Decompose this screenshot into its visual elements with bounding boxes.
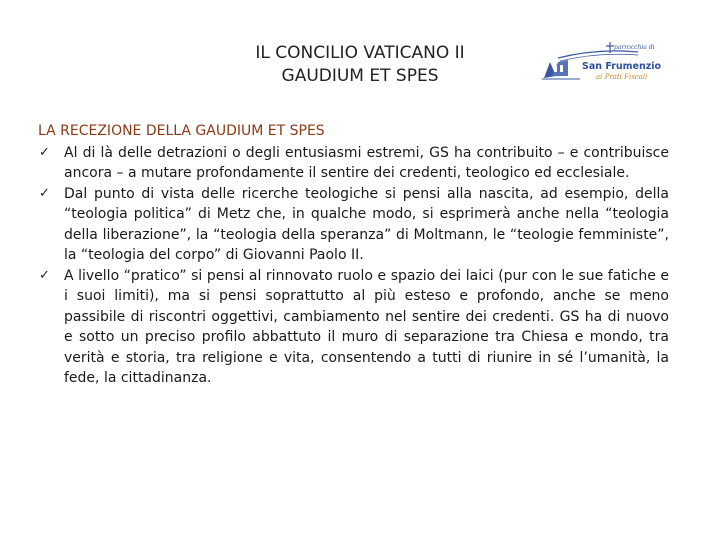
logo-subtitle: ai Prati Fiscali [596, 73, 648, 81]
list-item [38, 143, 669, 184]
slide-content [38, 121, 669, 389]
bullet-text: Al di là delle detrazioni o degli entusiasmi estremi, GS ha contribuito – e contribuisce ancora – a mutare profondamente il sentire dei credenti, teologico ed ecclesiale. [64, 144, 669, 181]
bullet-list [38, 143, 669, 389]
logo-name: San Frumenzio [582, 61, 662, 72]
title-line-1: IL CONCILIO VATICANO II [255, 43, 465, 63]
title-line-2: GAUDIUM ET SPES [281, 66, 439, 86]
list-item [38, 184, 669, 266]
parish-logo [538, 40, 666, 92]
bullet-text: Dal punto di vista delle ricerche teologiche si pensi alla nascita, ad esempio, della “teologia politica” di Metz che, in qualche modo, si esprimerà anche nella “teologia della liberazione”, la “teologia della speranza” di Moltmann, le “teologie femministe”, la “teologia del corpo” di Giovanni Paolo II. [64, 185, 669, 263]
bullet-text: A livello “pratico” si pensi al rinnovato ruolo e spazio dei laici (pur con le sue fatiche e i suoi limiti), ma si pensi soprattutto al più esteso e profondo, anche se meno passibile di riscontri oggettivi, cambiamento nel sentire dei credenti. GS ha di nuovo e sotto un preciso profilo abbattuto il muro di separazione tra Chiesa e mondo, tra verità e storia, tra religione e vita, consentendo a tutti di riunire in sé l’umanità, la fede, la cittadinanza. [64, 267, 669, 386]
section-heading: LA RECEZIONE DELLA GAUDIUM ET SPES [38, 123, 325, 139]
check-icon: ✓ [39, 144, 50, 160]
check-icon: ✓ [39, 267, 50, 283]
logo-top-text: parrocchia di [614, 44, 655, 51]
slide-title [120, 42, 600, 88]
check-icon: ✓ [39, 185, 50, 201]
list-item [38, 266, 669, 389]
